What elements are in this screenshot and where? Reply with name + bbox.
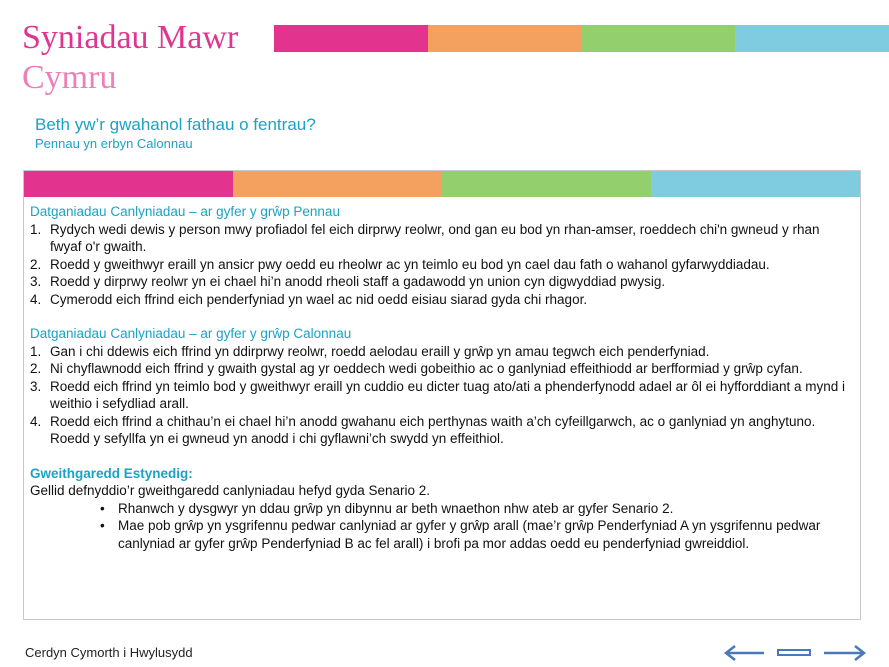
- page-title: Beth yw’r gwahanol fathau o fentrau?: [35, 115, 316, 134]
- extension-bullets: [30, 500, 854, 553]
- list-item-text: Roedd eich ffrind yn teimlo bod y gweithwyr eraill yn cuddio eu dicter tuag ato/ati a phenderfynodd adael ar ôl ei hyfforddiant a mynd i weithio i sefydliad arall.: [50, 378, 845, 411]
- menu-bar-icon: [776, 643, 812, 663]
- bullet-text: Mae pob grŵp yn ysgrifennu pedwar canlyniad ar gyfer y grŵp arall (mae’r grŵp Penderfyniad A yn ysgrifennu pedwar canlyniad ar gyfer grŵp Penderfyniad B ac fel arall) i brofi pa mor addas oedd eu penderfyniad gwreiddiol.: [118, 518, 821, 551]
- content-card: [23, 170, 861, 620]
- list-number: 4.: [30, 291, 42, 307]
- page-subtitle: Pennau yn erbyn Calonnau: [35, 136, 193, 151]
- card-stripe-orange: [233, 171, 442, 197]
- card-stripe-pink: [24, 171, 233, 197]
- list-item-text: Roedd y gweithwyr eraill yn ansicr pwy oedd eu rheolwr ac yn teimlo eu bod yn cael dau fath o wahanol gyfarwyddiadau.: [50, 256, 770, 272]
- stripe-blue: [735, 25, 889, 52]
- list-item: [30, 221, 854, 256]
- list-number: 3.: [30, 378, 42, 394]
- bullet-item: [30, 500, 854, 518]
- card-stripe-blue: [651, 171, 860, 197]
- arrow-right-icon: [822, 643, 868, 663]
- bullet-dot: •: [100, 518, 105, 533]
- next-button[interactable]: [822, 643, 868, 663]
- bullet-text: Rhanwch y dysgwyr yn ddau grŵp yn dibynnu ar beth wnaethon nhw ateb ar gyfer Senario 2.: [118, 500, 674, 516]
- list-item-text: Roedd y dirprwy reolwr yn ei chael hi’n anodd rheoli staff a gadawodd yn union cyn digwyddiad pwysig.: [50, 274, 666, 289]
- extension-intro: Gellid defnyddio’r gweithgaredd canlyniadau hefyd gyda Senario 2.: [30, 483, 431, 498]
- arrow-left-icon: [722, 643, 766, 663]
- footer-label: Cerdyn Cymorth i Hwylusydd: [25, 645, 193, 660]
- bullet-dot: •: [100, 500, 105, 516]
- list-number: 1.: [30, 343, 42, 359]
- list-number: 4.: [30, 413, 42, 429]
- stripe-green: [582, 25, 736, 52]
- list-item-text: Roedd eich ffrind a chithau’n ei chael hi’n anodd gwahanu eich perthynas waith a’ch cyfeillgarwch, ac o ganlyniad yn anghytuno. Roedd y sefyllfa yn ei gwneud yn anodd i chi gyflawni’ch swydd yn effeithiol.: [50, 413, 816, 446]
- card-stripe-green: [442, 171, 651, 197]
- list-item: [30, 273, 854, 291]
- spacer: [30, 448, 854, 465]
- list-pennau: [30, 221, 854, 309]
- bullet-item: [30, 517, 854, 552]
- section-heading-pennau: Datganiadau Canlyniadau – ar gyfer y grŵp Pennau: [30, 204, 340, 219]
- list-item: [30, 256, 854, 274]
- spacer: [30, 308, 854, 325]
- list-item-text: Rydych wedi dewis y person mwy profiadol fel eich dirprwy reolwr, ond gan eu bod yn rhan-amser, roeddech chi'n gwneud y rhan fwyaf o'r gwaith.: [50, 221, 820, 254]
- section-heading-calonnau: Datganiadau Canlyniadau – ar gyfer y grŵp Calonnau: [30, 326, 352, 341]
- list-number: 2.: [30, 361, 42, 376]
- logo-line-2: Cymru: [22, 59, 117, 96]
- list-calonnau: [30, 343, 854, 448]
- prev-button[interactable]: [722, 643, 766, 663]
- list-item-text: Cymerodd eich ffrind eich penderfyniad yn wael ac nid oedd eisiau siarad gyda chi rhagor.: [50, 291, 588, 307]
- list-item: [30, 413, 854, 448]
- stripe-pink: [274, 25, 428, 52]
- list-item-text: Gan i chi ddewis eich ffrind yn ddirprwy reolwr, roedd aelodau eraill y grŵp yn amau tegwch eich penderfyniad.: [50, 343, 710, 359]
- color-stripe-top: [274, 25, 889, 52]
- list-item: [30, 378, 854, 413]
- list-number: 3.: [30, 274, 42, 289]
- menu-button[interactable]: [776, 643, 812, 663]
- list-number: 1.: [30, 221, 42, 237]
- list-item: [30, 360, 854, 378]
- card-color-stripe: [24, 171, 860, 197]
- card-body: [24, 197, 860, 552]
- list-number: 2.: [30, 256, 42, 272]
- list-item: [30, 343, 854, 361]
- list-item: [30, 291, 854, 309]
- list-item-text: Ni chyflawnodd eich ffrind y gwaith gystal ag yr oeddech wedi gobeithio ac o ganlyniad effeithiodd ar berfformiad y grŵp cyfan.: [50, 361, 803, 376]
- extension-heading: Gweithgaredd Estynedig:: [30, 465, 193, 481]
- logo-line-1: Syniadau Mawr: [22, 19, 239, 56]
- stripe-orange: [428, 25, 582, 52]
